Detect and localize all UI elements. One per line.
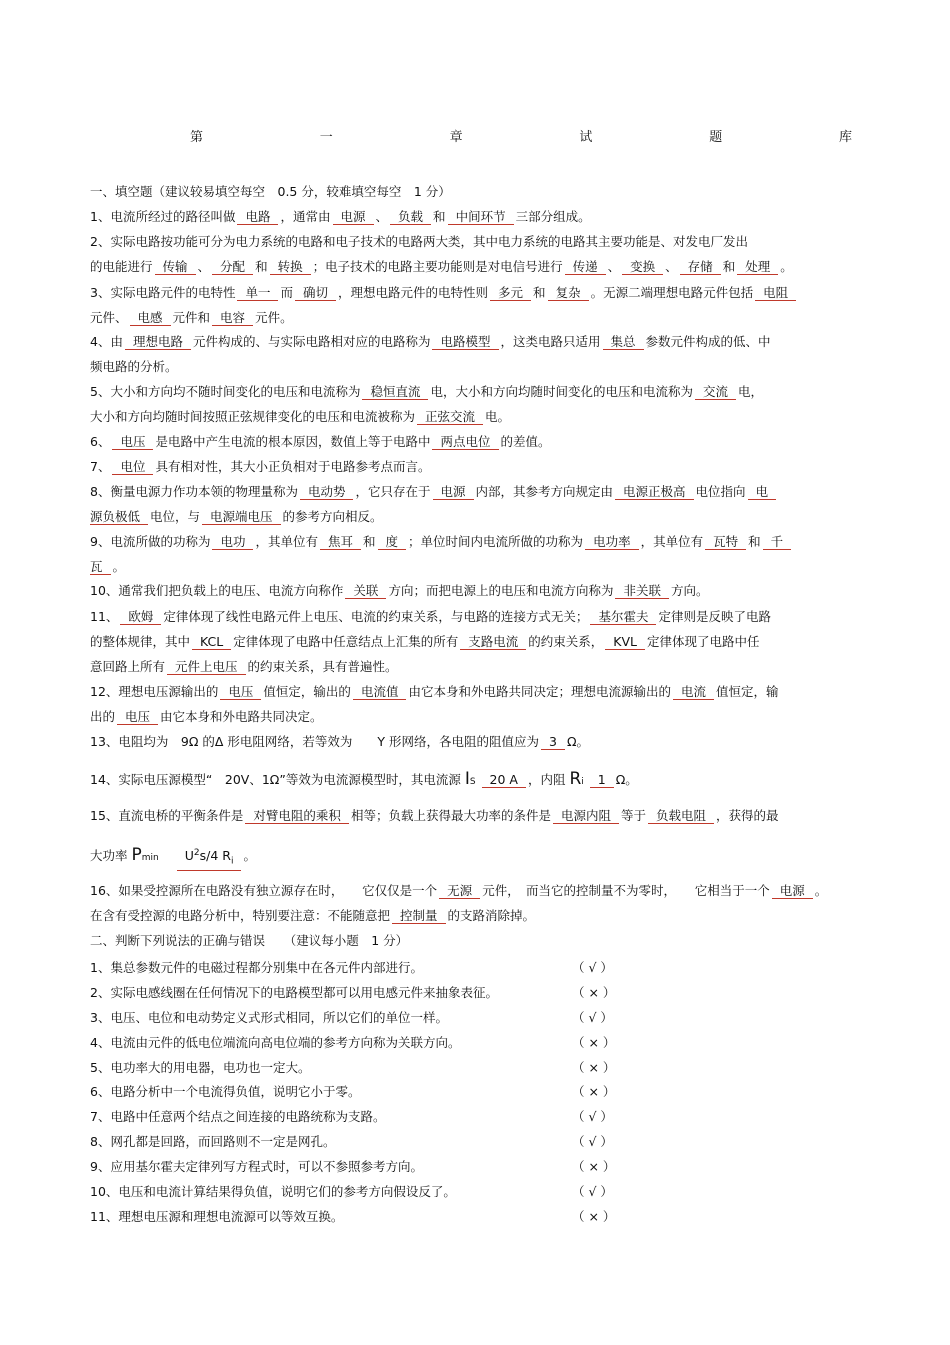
answer-blank: 非关联 bbox=[615, 583, 669, 599]
answer-blank: 欧姆 bbox=[120, 609, 161, 625]
question-15-line-1: 15、直流电桥的平衡条件是 对臂电阻的乘积 相等；负载上获得最大功率的条件是 电源内阻 等于 负载电阻 ，获得的最 bbox=[90, 808, 779, 823]
answer-blank: 负载 bbox=[390, 209, 431, 225]
question-5-line-2: 大小和方向均随时间按照正弦规律变化的电压和电流被称为 正弦交流 电。 bbox=[90, 409, 511, 424]
question-9-line-1: 9、电流所做的功称为 电功 ，其单位有 焦耳 和 度 ；单位时间内电流所做的功称为 电功率 ，其单位有 瓦特 和 千 bbox=[90, 534, 793, 550]
judge-mark: （ √ ） bbox=[572, 1184, 613, 1199]
answer-blank: 电源端电压 bbox=[202, 509, 281, 525]
answer-blank: 负载电阻 bbox=[648, 808, 714, 824]
question-4-line-2: 频电路的分析。 bbox=[90, 359, 178, 374]
answer-blank: 电压 bbox=[220, 684, 261, 700]
answer-blank: 电源正极高 bbox=[615, 484, 694, 500]
question-8-line-1: 8、衡量电源力作功本领的物理量称为 电动势 ，它只存在于 电源 内部，其参考方向规定由 电源正极高 电位指向 电 bbox=[90, 484, 778, 500]
question-8-line-2: 源负极低 电位，与 电源端电压 的参考方向相反。 bbox=[90, 509, 383, 524]
section-heading: 一、填空题（建议较易填空每空 0.5 分，较难填空每空 1 分） bbox=[90, 184, 451, 199]
answer-blank: 基尔霍夫 bbox=[590, 609, 656, 625]
answer-blank: 交流 bbox=[695, 384, 736, 400]
judge-item: 4、电流由元件的低电位端流向高电位端的参考方向称为关联方向。 bbox=[90, 1035, 461, 1050]
answer-blank: 多元 bbox=[490, 285, 531, 301]
answer-blank: 转换 bbox=[270, 259, 311, 275]
answer-blank: 瓦特 bbox=[705, 534, 746, 550]
answer-blank: 对臂电阻的乘积 bbox=[245, 808, 349, 824]
judge-mark: （ × ） bbox=[572, 1084, 616, 1099]
question-7: 7、 电位 具有相对性，其大小正负相对于电路参考点而言。 bbox=[90, 459, 431, 474]
answer-blank: 传递 bbox=[565, 259, 606, 275]
answer-blank: 1 bbox=[590, 772, 614, 788]
answer-blank: 控制量 bbox=[392, 908, 446, 924]
answer-blank: 变换 bbox=[622, 259, 663, 275]
judge-item: 2、实际电感线圈在任何情况下的电路模型都可以用电感元件来抽象表征。 bbox=[90, 985, 498, 1000]
answer-blank: 度 bbox=[378, 534, 407, 550]
question-16-line-2: 在含有受控源的电路分析中，特别要注意：不能随意把 控制量 的支路消除掉。 bbox=[90, 908, 536, 923]
answer-blank: 正弦交流 bbox=[417, 409, 483, 425]
question-14: 14、实际电压源模型“ 20V、1Ω”等效为电流源模型时，其电流源 IS 20 A ，内阻 Ri 1 Ω。 bbox=[90, 769, 638, 789]
question-15-line-2: 大功率 Pmin $U^2s/4$ $R_i$ 。 bbox=[90, 846, 256, 871]
question-2-line-1: 2、实际电路按功能可分为电力系统的电路和电子技术的电路两大类，其中电力系统的电路其主要功能是、对发电厂发出 bbox=[90, 234, 748, 249]
question-11-line-1: 11、 欧姆 定律体现了线性电路元件上电压、电流的约束关系，与电路的连接方式无关； 基尔霍夫 定律则是反映了电路 bbox=[90, 609, 771, 624]
judge-item: 6、电路分析中一个电流得负值，说明它小于零。 bbox=[90, 1084, 361, 1099]
judge-mark: （ × ） bbox=[572, 1209, 616, 1224]
answer-blank: 集总 bbox=[603, 334, 644, 350]
judge-mark: （ √ ） bbox=[572, 1109, 613, 1124]
question-11-line-3: 意回路上所有 元件上电压 的约束关系，具有普遍性。 bbox=[90, 659, 398, 674]
answer-blank: 电压 bbox=[117, 709, 158, 725]
answer-blank: 两点电位 bbox=[432, 434, 498, 450]
answer-blank: 电路模型 bbox=[432, 334, 498, 350]
judge-item: 3、电压、电位和电动势定义式形式相同，所以它们的单位一样。 bbox=[90, 1010, 448, 1025]
answer-blank: 理想电路 bbox=[125, 334, 191, 350]
answer-blank: 电源 bbox=[772, 883, 813, 899]
title-char: 题 bbox=[709, 130, 723, 145]
current-symbol: I bbox=[464, 769, 470, 789]
question-13: 13、电阻均为 9Ω 的Δ 形电阻网络，若等效为 Y 形网络，各电阻的阻值应为 3 Ω。 bbox=[90, 734, 590, 749]
answer-blank: KVL bbox=[605, 634, 645, 650]
answer-blank: 电流 bbox=[673, 684, 714, 700]
question-10: 10、通常我们把负载上的电压、电流方向称作 关联 方向；而把电源上的电压和电流方向称为 非关联 方向。 bbox=[90, 583, 709, 598]
question-6: 6、 电压 是电路中产生电流的根本原因，数值上等于电路中 两点电位 的差值。 bbox=[90, 434, 551, 449]
answer-blank: 电容 bbox=[212, 310, 253, 326]
answer-blank: 源负极低 bbox=[90, 509, 148, 525]
question-12-line-1: 12、理想电压源输出的 电压 值恒定，输出的 电流值 由它本身和外电路共同决定；理想电流源输出的 电流 值恒定，输 bbox=[90, 684, 779, 699]
answer-blank: 确切 bbox=[295, 285, 336, 301]
judge-mark: （ √ ） bbox=[572, 1010, 613, 1025]
judge-item: 5、电功率大的用电器，电功也一定大。 bbox=[90, 1060, 311, 1075]
question-9-line-2: 瓦 。 bbox=[90, 559, 126, 574]
answer-blank: 电功率 bbox=[585, 534, 639, 550]
judge-item: 7、电路中任意两个结点之间连接的电路统称为支路。 bbox=[90, 1109, 386, 1124]
question-16-line-1: 16、如果受控源所在电路没有独立源存在时， 它仅仅是一个 无源 元件， 而当它的控制量不为零时， 它相当于一个 电源 。 bbox=[90, 883, 828, 898]
answer-blank: 存储 bbox=[680, 259, 721, 275]
answer-blank: 中间环节 bbox=[448, 209, 514, 225]
answer-blank: 电路 bbox=[237, 209, 278, 225]
answer-blank: 电源 bbox=[433, 484, 474, 500]
resistance-symbol: R bbox=[569, 769, 582, 789]
answer-blank: 电感 bbox=[130, 310, 171, 326]
answer-blank: 传输 bbox=[155, 259, 196, 275]
judge-mark: （ √ ） bbox=[572, 1134, 613, 1149]
answer-blank: 电压 bbox=[112, 434, 153, 450]
answer-blank: 无源 bbox=[439, 883, 480, 899]
answer-blank: 电动势 bbox=[300, 484, 354, 500]
section-heading: 二、判断下列说法的正确与错误 （建议每小题 1 分） bbox=[90, 933, 409, 948]
answer-blank: 电阻 bbox=[755, 285, 796, 301]
title-char: 一 bbox=[319, 130, 333, 145]
answer-blank: 关联 bbox=[345, 583, 386, 599]
answer-blank: 电 bbox=[748, 484, 777, 500]
answer-blank: 3 bbox=[541, 734, 565, 750]
page-title bbox=[190, 126, 852, 145]
answer-blank: 处理 bbox=[737, 259, 778, 275]
answer-blank: KCL bbox=[192, 634, 231, 650]
judge-mark: （ × ） bbox=[572, 985, 616, 1000]
judge-mark: （ × ） bbox=[572, 1159, 616, 1174]
answer-blank: 千 bbox=[763, 534, 792, 550]
answer-blank: $U^2s/4$ $R_i$ bbox=[177, 846, 242, 871]
question-1: 1、电流所经过的路径叫做 电路 ，通常由 电源 、 负载 和 中间环节 三部分组成。 bbox=[90, 209, 591, 224]
answer-blank: 支路电流 bbox=[460, 634, 526, 650]
question-11-line-2: 的整体规律，其中 KCL 定律体现了电路中任意结点上汇集的所有 支路电流 的约束关系， KVL 定律体现了电路中任 bbox=[90, 634, 760, 649]
question-2-line-2: 的电能进行 传输 、 分配 和 转换 ；电子技术的电路主要功能则是对电信号进行 传递 、 变换 、 存储 和 处理 。 bbox=[90, 259, 793, 274]
answer-blank: 20 A bbox=[482, 772, 526, 788]
judge-mark: （ × ） bbox=[572, 1035, 616, 1050]
answer-blank: 稳恒直流 bbox=[362, 384, 428, 400]
question-3-line-2: 元件、 电感 元件和 电容 元件。 bbox=[90, 310, 293, 325]
judge-item: 9、应用基尔霍夫定律列写方程式时，可以不参照参考方向。 bbox=[90, 1159, 423, 1174]
answer-blank: 焦耳 bbox=[320, 534, 361, 550]
judge-item: 8、网孔都是回路，而回路则不一定是网孔。 bbox=[90, 1134, 336, 1149]
answer-blank: 电位 bbox=[112, 459, 153, 475]
question-3-line-1: 3、实际电路元件的电特性 单一 而 确切 ，理想电路元件的电特性则 多元 和 复杂 。无源二端理想电路元件包括 电阻 bbox=[90, 285, 798, 301]
judge-mark: （ × ） bbox=[572, 1060, 616, 1075]
question-12-line-2: 出的 电压 由它本身和外电路共同决定。 bbox=[90, 709, 323, 724]
title-char: 库 bbox=[838, 130, 852, 145]
title-char: 试 bbox=[579, 130, 593, 145]
answer-blank: 电功 bbox=[212, 534, 253, 550]
judge-item: 11、理想电压源和理想电流源可以等效互换。 bbox=[90, 1209, 344, 1224]
answer-blank: 单一 bbox=[237, 285, 278, 301]
question-5-line-1: 5、大小和方向均不随时间变化的电压和电流称为 稳恒直流 电，大小和方向均随时间变化的电压和电流称为 交流 电， bbox=[90, 384, 764, 399]
judge-item: 1、集总参数元件的电磁过程都分别集中在各元件内部进行。 bbox=[90, 960, 423, 975]
title-char: 章 bbox=[449, 130, 463, 145]
answer-blank: 瓦 bbox=[90, 559, 111, 575]
question-4-line-1: 4、由 理想电路 元件构成的、与实际电路相对应的电路称为 电路模型 ，这类电路只适用 集总 参数元件构成的低、中 bbox=[90, 334, 771, 349]
answer-blank: 元件上电压 bbox=[167, 659, 246, 675]
answer-blank: 电流值 bbox=[353, 684, 407, 700]
judge-item: 10、电压和电流计算结果得负值，说明它们的参考方向假设反了。 bbox=[90, 1184, 456, 1199]
answer-blank: 复杂 bbox=[548, 285, 589, 301]
answer-blank: 分配 bbox=[212, 259, 253, 275]
answer-blank: 电源 bbox=[333, 209, 374, 225]
power-symbol: P bbox=[131, 845, 142, 866]
answer-blank: 电源内阻 bbox=[553, 808, 619, 824]
judge-mark: （ √ ） bbox=[572, 960, 613, 975]
title-char: 第 bbox=[190, 130, 204, 145]
